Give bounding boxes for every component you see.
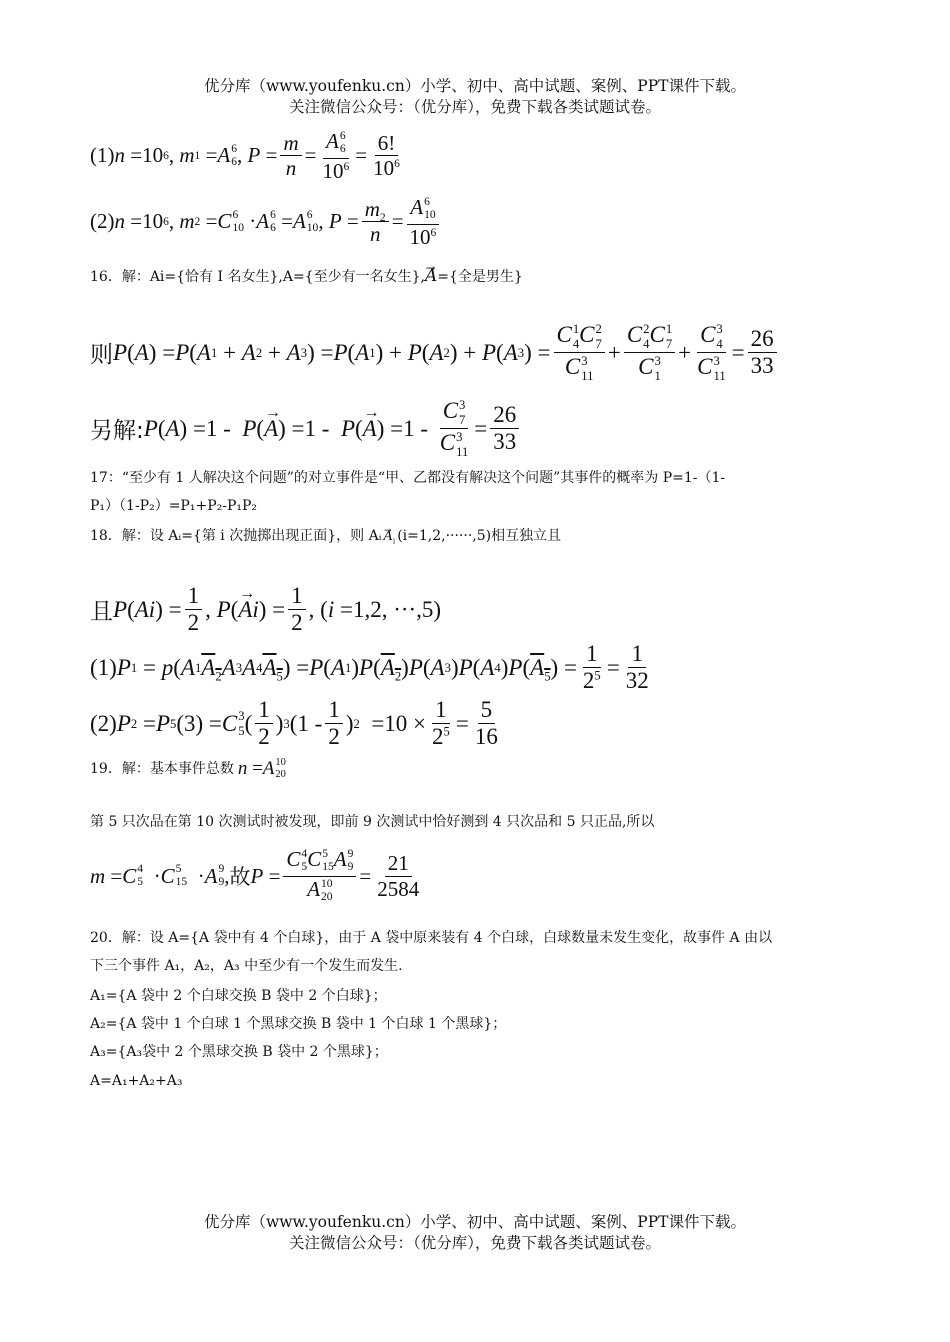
q20-a1: A₁={A 袋中 2 个白球交换 B 袋中 2 个白球}； bbox=[90, 988, 387, 1004]
q19-text: 19．解：基本事件总数 bbox=[90, 761, 234, 778]
q17-line-2: P₁）（1-P₂）=P₁+P₂-P₁P₂ bbox=[90, 498, 258, 514]
q15-formula-1: (1) n =10 6 , m 1 = A 6 6 , P = $\frac{m}{n}$ = A 6 6 $10^6$ = $\frac{6!}{10^6}$ bbox=[90, 129, 400, 183]
q16-statement: 16．解：Ai={恰有 I 名女生},A={至少有一名女生},→ A={全是男生} bbox=[90, 266, 523, 287]
q16-alt-label: 另解: bbox=[90, 418, 144, 445]
q19-statement: 19．解：基本事件总数 n = A 10 20 bbox=[90, 757, 286, 781]
q20-line-2: 下三个事件 A₁，A₂，A₃ 中至少有一个发生而发生. bbox=[90, 958, 403, 974]
q19-line-2: 第 5 只次品在第 10 次测试时被发现，即前 9 次测试中恰好测到 4 只次品和 5 只正品,所以 bbox=[90, 814, 655, 830]
q15-formula-2: (2) n =10 6 , m 2 = C 6 10 · A 6 6 = A 6 10 , P = $\frac{m_2}{n}$ = A 6 10 $10^6$ bbox=[90, 196, 442, 248]
q15-part1-label: (1) bbox=[90, 143, 115, 168]
q19-therefore: 故 bbox=[229, 865, 251, 890]
footer-line-2: 关注微信公众号：（优分库），免费下载各类试题试卷。 bbox=[288, 1234, 661, 1252]
q18-text: 18．解：设 Aᵢ={第 i 次抛掷出现正面}，则 Aᵢ bbox=[90, 528, 382, 544]
q16-then-label: 则 bbox=[90, 342, 113, 369]
q15-part2-label: (2) bbox=[90, 209, 115, 234]
q16-result-num: 26 bbox=[748, 327, 777, 353]
q18-text-tail: (i=1,2,······,5)相互独立且 bbox=[397, 528, 562, 544]
q18-formula-2: (2) P 2 = P 5 (3) = C 3 5 ( $\frac{1}{2}$ ) 3 (1 - $\frac{1}{2}$ ) 2 =10 × $\frac{1}{2^5}$ = $\frac{5}{16}$ bbox=[90, 698, 504, 749]
q19-formula: m = C 4 5 · C 5 15 · A 9 9 , 故 P = C 4 5 C 5 15 A 9 9 A 10 20 = $\frac{21}{2584}$ bbox=[90, 848, 425, 904]
header-line-2: 关注微信公众号：（优分库），免费下载各类试题试卷。 bbox=[288, 98, 661, 116]
q18-p1-den: 32 bbox=[625, 668, 649, 694]
q16-complement: ={全是男生} bbox=[437, 269, 523, 285]
q20-a2: A₂={A 袋中 1 个白球 1 个黑球交换 B 袋中 1 个白球 1 个黑球}； bbox=[90, 1016, 507, 1032]
q20-sum: A=A₁+A₂+A₃ bbox=[90, 1073, 183, 1089]
q19-result-num: 21 bbox=[385, 852, 412, 876]
q18-p1-num: 1 bbox=[628, 642, 646, 668]
q16-formula-alt: 另解: P ( A ) =1 - P ( → A ) =1 - P ( → A ) =1 - C 3 7 C 3 11 = $\frac{26}{33}$ bbox=[90, 398, 522, 459]
header-line-1: 优分库（www.youfenku.cn）小学、初中、高中试题、案例、PPT课件下载。 bbox=[203, 77, 747, 95]
q18-p2-num: 5 bbox=[478, 698, 496, 724]
q20-a3: A₃={A₃袋中 2 个黑球交换 B 袋中 2 个黑球}； bbox=[90, 1044, 388, 1060]
q18-statement: 18．解：设 Aᵢ={第 i 次抛掷出现正面}，则 Aᵢ→ $A_i$ (i=1,2,······,5)相互独立且 bbox=[90, 526, 561, 547]
q19-result-den: 2584 bbox=[377, 876, 420, 901]
q17-line-1: 17：“至少有 1 人解决这个问题”的对立事件是“甲、乙都没有解决这个问题”其事件的概率为 P=1-（1- bbox=[90, 470, 726, 486]
q18-formula-1: (1) P 1 = p ( A 1 $A_2$ A 3 A 4 $A_5$ ) = P ( A 1 ) P ( $A_2$ ) P ( A 3 ) P ( A 4 ) P ( $A_5$ ) = $\frac{1}{2^5}$ = $\frac{1}{32}$ bbox=[90, 642, 655, 693]
q18-and-label: 且 bbox=[90, 599, 113, 626]
q16-result-den: 33 bbox=[750, 353, 774, 379]
q20-line-1: 20．解：设 A={A 袋中有 4 个白球}，由于 A 袋中原来装有 4 个白球，白球数量未发生变化，故事件 A 由以 bbox=[90, 930, 773, 946]
page-header bbox=[0, 76, 950, 118]
page-footer bbox=[0, 1212, 950, 1254]
q18-formula-given: 且 P ( Ai ) = $\frac{1}{2}$ , P ( → Ai ) = $\frac{1}{2}$ , ( i =1,2, ···,5) bbox=[90, 584, 441, 635]
q18-p2-den: 16 bbox=[474, 724, 498, 750]
q16-text: 16．解：Ai={恰有 I 名女生},A={至少有一名女生}, bbox=[90, 269, 425, 285]
q16-formula-main: 则 P ( A ) = P ( A 1 + A 2 + A 3 ) = P ( A 1 ) + P ( A 2 ) + P ( A 3 ) = C 1 4 C 2 7 C 3 11 + C 2 4 C 1 7 C 3 1 + C 3 4 C 3 11 = $\frac{26}{33}$ bbox=[90, 322, 780, 383]
footer-line-1: 优分库（www.youfenku.cn）小学、初中、高中试题、案例、PPT课件下载。 bbox=[203, 1213, 747, 1231]
